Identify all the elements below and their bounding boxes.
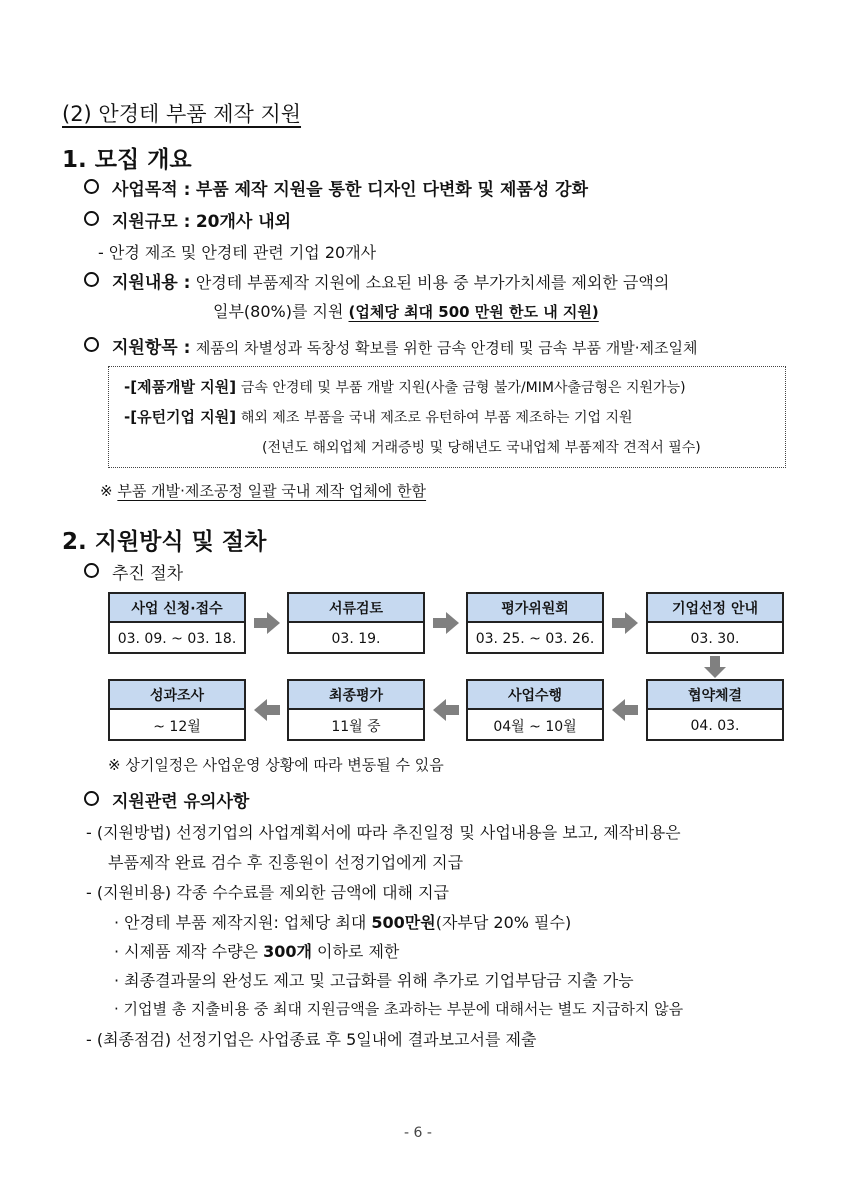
arrow-left-icon — [433, 699, 459, 721]
content-line2a: 일부(80%)를 지원 — [213, 302, 344, 321]
cost-sub2-a: · 시제품 제작 수량은 — [114, 942, 264, 961]
flow-step-execution — [466, 679, 604, 741]
content-label: 지원내용 : — [112, 273, 191, 293]
flow-step-date: ~ 12월 — [153, 718, 201, 735]
flow-step-date: 03. 19. — [331, 630, 381, 647]
section-title: (2) 안경테 부품 제작 지원 — [62, 102, 302, 126]
part2-heading: 2. 지원방식 및 절차 — [62, 529, 267, 555]
notes-row — [84, 787, 249, 812]
box-line1 — [124, 376, 686, 397]
box-line1-label: -[제품개발 지원] — [124, 378, 237, 396]
method-line2: 부품제작 완료 검수 후 진흥원이 선정기업에게 지급 — [108, 853, 464, 872]
schedule-note: ※ 상기일정은 사업운영 상황에 따라 변동될 수 있음 — [108, 756, 444, 774]
arrow-right-icon — [254, 612, 280, 634]
box-line3: (전년도 해외업체 거래증빙 및 당해년도 국내업체 부품제작 견적서 필수) — [262, 440, 701, 456]
arrow-right-icon — [612, 612, 638, 634]
cost-sub2-b: 300개 — [263, 942, 312, 961]
note-mark: ※ — [100, 482, 113, 500]
arrow-left-icon — [254, 699, 280, 721]
part1-heading: 1. 모집 개요 — [62, 147, 192, 173]
purpose-row — [84, 175, 588, 200]
scale-label: 지원규모 : — [112, 212, 191, 232]
flow-step-date: 03. 30. — [690, 630, 740, 647]
flow-step-title: 서류검토 — [289, 594, 423, 623]
cost-sub3: · 최종결과물의 완성도 제고 및 고급화를 위해 추가로 기업부담금 지출 가능 — [114, 971, 634, 990]
flow-step-committee — [466, 592, 604, 654]
flow-step-selection — [646, 592, 784, 654]
part1-note — [100, 480, 426, 501]
scale-text: 20개사 내외 — [195, 212, 292, 232]
cost-sub2-c: 이하로 제한 — [311, 942, 400, 961]
items-text: 제품의 차별성과 독창성 확보를 위한 금속 안경테 및 금속 부품 개발·제조일체 — [195, 339, 698, 357]
flow-step-date: 03. 09. ~ 03. 18. — [117, 630, 237, 647]
circle-bullet-icon — [84, 563, 99, 578]
flow-step-title: 사업 신청·접수 — [110, 594, 244, 623]
flow-step-survey — [108, 679, 246, 741]
scale-row — [84, 207, 291, 232]
process-row — [84, 559, 183, 584]
content-line1: 안경테 부품제작 지원에 소요된 비용 중 부가가치세를 제외한 금액의 — [195, 273, 670, 292]
flow-step-date: 04. 03. — [690, 717, 740, 734]
flow-step-date: 04월 ~ 10월 — [493, 718, 577, 735]
flow-step-date: 11월 중 — [331, 718, 381, 735]
cost-line: - (지원비용) 각종 수수료를 제외한 금액에 대해 지급 — [86, 883, 449, 902]
box-line2-label: -[유턴기업 지원] — [124, 408, 237, 426]
flow-step-title: 기업선정 안내 — [648, 594, 782, 623]
flow-step-title: 최종평가 — [289, 681, 423, 710]
arrow-right-icon — [433, 612, 459, 634]
arrow-down-icon — [704, 656, 726, 678]
content-line2 — [213, 299, 599, 322]
box-line2 — [124, 406, 633, 427]
flow-step-title: 성과조사 — [110, 681, 244, 710]
box-line1-text: 금속 안경테 및 부품 개발 지원(사출 금형 불가/MIM사출금형은 지원가능) — [240, 380, 686, 396]
items-label: 지원항목 : — [112, 338, 191, 358]
arrow-left-icon — [612, 699, 638, 721]
flow-step-agreement — [646, 679, 784, 741]
notes-label: 지원관련 유의사항 — [112, 792, 250, 812]
content-line2b: (업체당 최대 500 만원 한도 내 지원) — [348, 303, 599, 321]
flow-step-title: 사업수행 — [468, 681, 602, 710]
scale-sub: - 안경 제조 및 안경테 관련 기업 20개사 — [98, 243, 377, 262]
circle-bullet-icon — [84, 179, 99, 194]
cost-sub1-b: 500만원 — [371, 913, 436, 932]
flow-step-date: 03. 25. ~ 03. 26. — [475, 630, 595, 647]
flow-step-title: 평가위원회 — [468, 594, 602, 623]
flow-step-final-eval — [287, 679, 425, 741]
flow-step-apply — [108, 592, 246, 654]
cost-sub2 — [114, 939, 399, 962]
content-row — [84, 268, 669, 293]
circle-bullet-icon — [84, 272, 99, 287]
purpose-label: 사업목적 : — [112, 180, 191, 200]
cost-sub1-a: · 안경테 부품 제작지원: 업체당 최대 — [114, 913, 372, 932]
flow-step-review — [287, 592, 425, 654]
circle-bullet-icon — [84, 791, 99, 806]
final-line: - (최종점검) 선정기업은 사업종료 후 5일내에 결과보고서를 제출 — [86, 1030, 537, 1049]
purpose-text: 부품 제작 지원을 통한 디자인 다변화 및 제품성 강화 — [195, 180, 589, 200]
note-text: 부품 개발·제조공정 일괄 국내 제작 업체에 한함 — [117, 482, 427, 500]
cost-sub4: · 기업별 총 지출비용 중 최대 지원금액을 초과하는 부분에 대해서는 별도 지급하지 않음 — [114, 1000, 684, 1018]
method-line1: - (지원방법) 선정기업의 사업계획서에 따라 추진일정 및 사업내용을 보고, 제작비용은 — [86, 823, 681, 842]
cost-sub1 — [114, 910, 571, 933]
circle-bullet-icon — [84, 211, 99, 226]
page-number: - 6 - — [404, 1125, 432, 1141]
box-line2-text: 해외 제조 부품을 국내 제조로 유턴하여 부품 제조하는 기업 지원 — [240, 410, 633, 426]
circle-bullet-icon — [84, 337, 99, 352]
cost-sub1-c: (자부담 20% 필수) — [435, 913, 572, 932]
process-label: 추진 절차 — [112, 564, 184, 584]
flow-step-title: 협약체결 — [648, 681, 782, 710]
items-row — [84, 333, 697, 358]
